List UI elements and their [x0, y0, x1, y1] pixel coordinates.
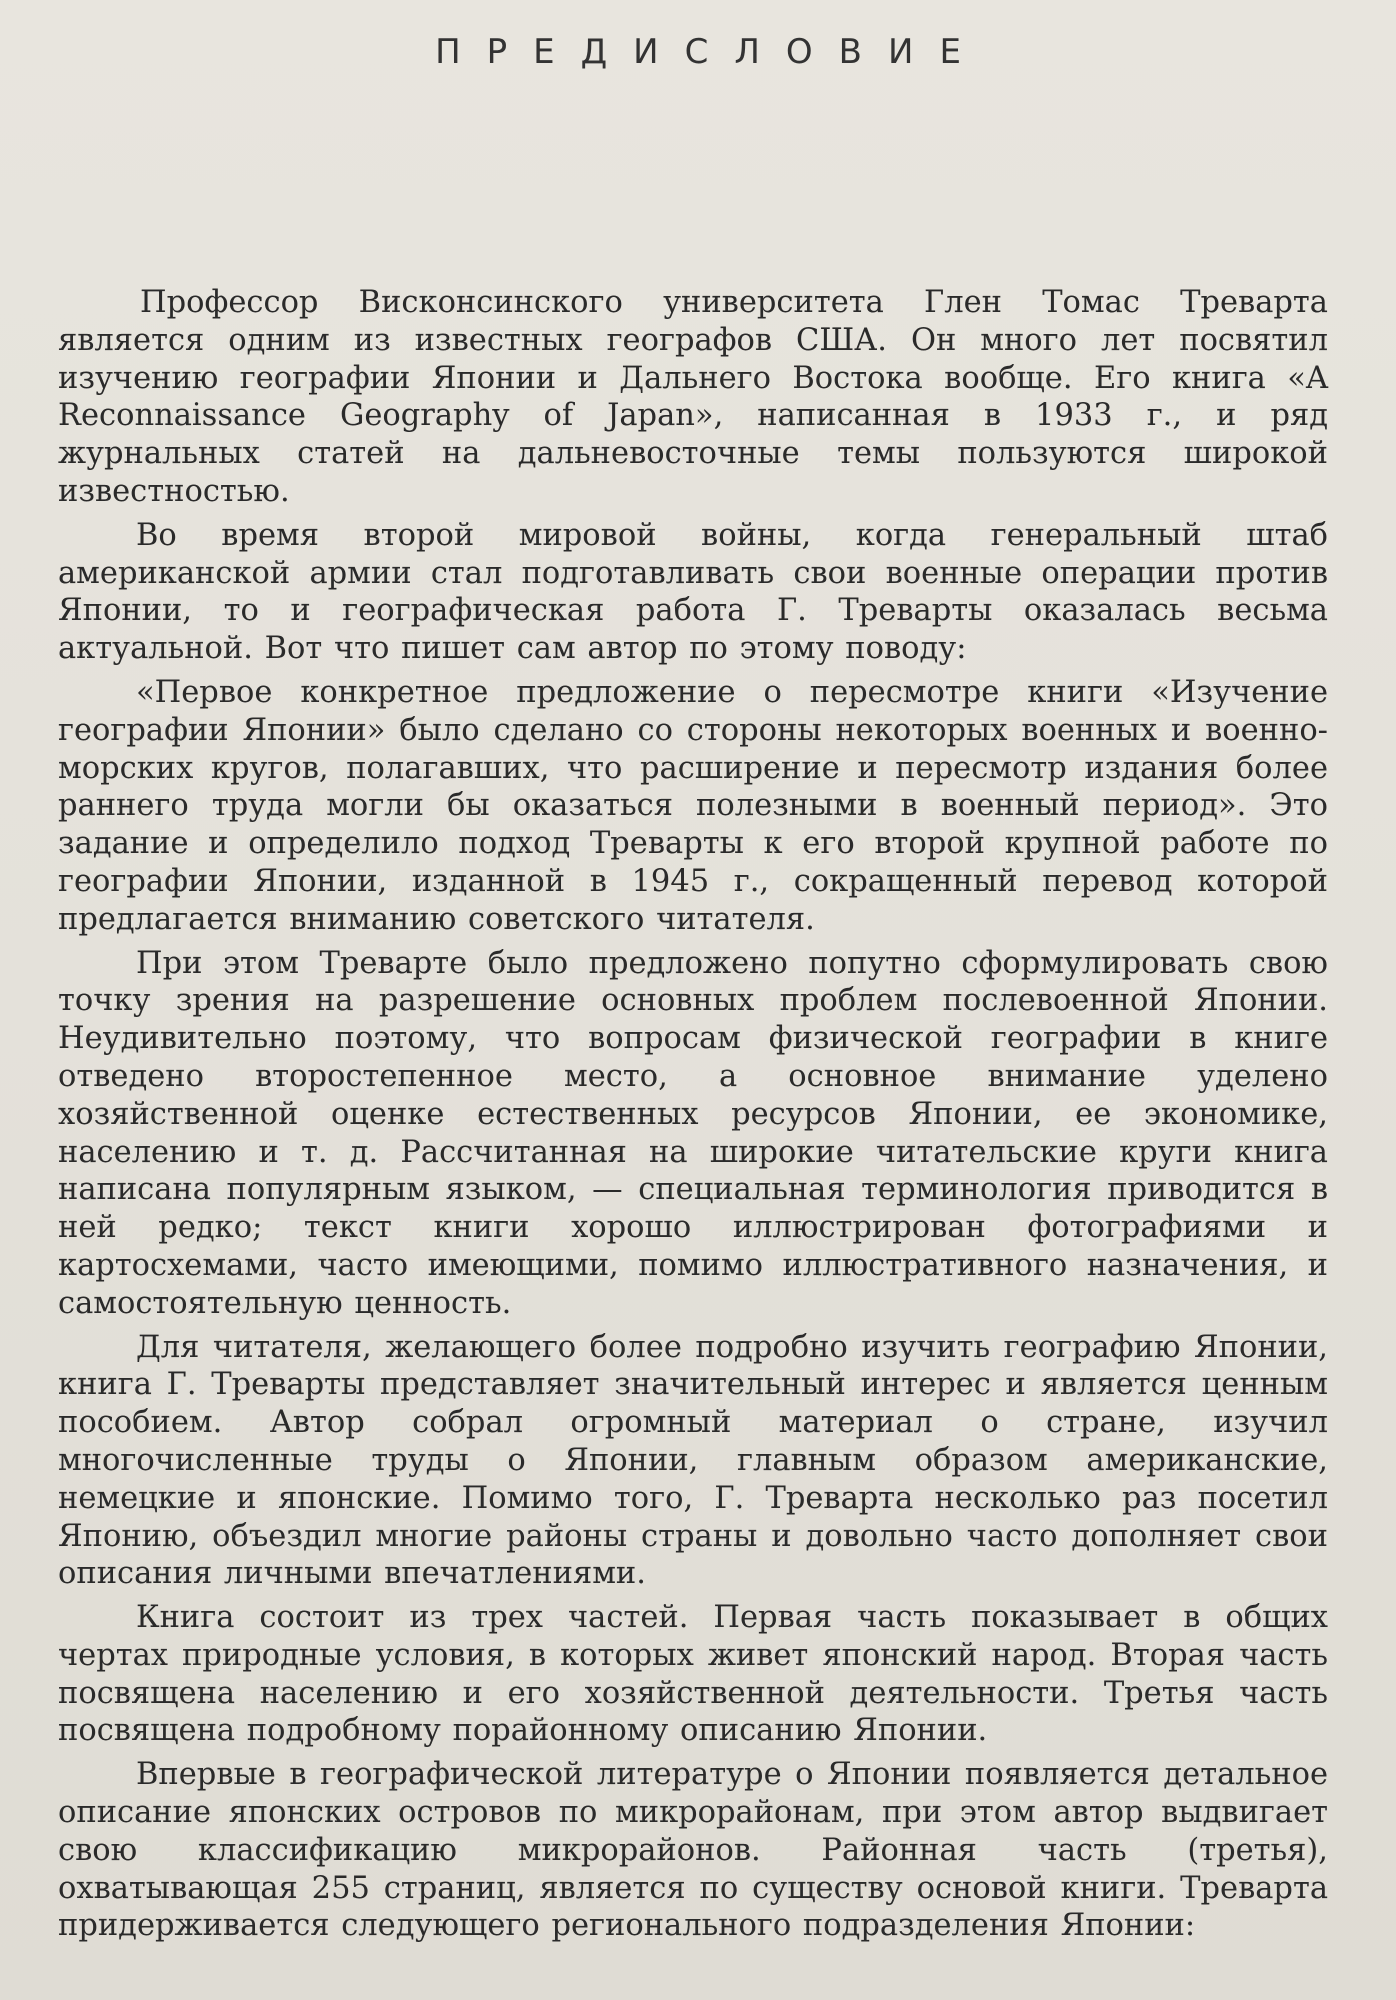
page-title: ПРЕДИСЛОВИЕ [435, 32, 987, 72]
paragraph-intro: Профессор Висконсинского университета Глен Томас Треварта является одним из известных географов США. Он много лет посвятил изучению географии Японии и Дальнего Востока вообще. Его книга «A Reconnaissance Geography of Japan», написанная в 1933 г., и ряд журнальных статей на дальневосточные темы пользуются широкой известностью. [58, 285, 1328, 509]
paragraph-quote: «Первое конкретное предложение о пересмотре книги «Изучение географии Японии» было сделано со стороны некоторых военных и военно-морских кругов, полагавших, что расширение и пересмотр издания более раннего труда могли бы оказаться полезными в военный период». Это задание и определило подход Треварты к его второй крупной работе по географии Японии, изданной в 1945 г., сокращенный перевод которой предлагается вниманию советского читателя. [58, 674, 1328, 937]
paragraph-postwar: При этом Треварте было предложено попутно сформулировать свою точку зрения на разрешение основных проблем послевоенной Японии. Неудивительно поэтому, что вопросам физической географии в книге отведено второстепенное место, а основное внимание уделено хозяйственной оценке естественных ресурсов Японии, ее экономике, населению и т. д. Рассчитанная на широкие читательские круги книга написана популярным языком, — специальная терминология приводится в ней редко; текст книги хорошо иллюстрирован фотографиями и картосхемами, часто имеющими, помимо иллюстративного назначения, и самостоятельную ценность. [58, 945, 1328, 1321]
paragraph-wartime: Во время второй мировой войны, когда генеральный штаб американской армии стал подготавливать свои военные операции против Японии, то и географическая работа Г. Треварты оказалась весьма актуальной. Вот что пишет сам автор по этому поводу: [58, 517, 1328, 667]
paragraph-regions: Впервые в географической литературе о Японии появляется детальное описание японских островов по микрорайонам, при этом автор выдвигает свою классификацию микрорайонов. Районная часть (третья), охватывающая 255 страниц, является по существу основой книги. Треварта придерживается следующего регионального подразделения Японии: [58, 1757, 1328, 1944]
paragraph-value: Для читателя, желающего более подробно изучить географию Японии, книга Г. Треварты представляет значительный интерес и является ценным пособием. Автор собрал огромный материал о стране, изучил многочисленные труды о Японии, главным образом американские, немецкие и японские. Помимо того, Г. Треварта несколько раз посетил Японию, объездил многие районы страны и довольно часто дополняет свои описания личными впечатлениями. [58, 1329, 1328, 1592]
paragraph-structure: Книга состоит из трех частей. Первая часть показывает в общих чертах природные условия, в которых живет японский народ. Вторая часть посвящена населению и его хозяйственной деятельности. Третья часть посвящена подробному порайонному описанию Японии. [58, 1600, 1328, 1749]
body-text [58, 284, 1328, 1951]
